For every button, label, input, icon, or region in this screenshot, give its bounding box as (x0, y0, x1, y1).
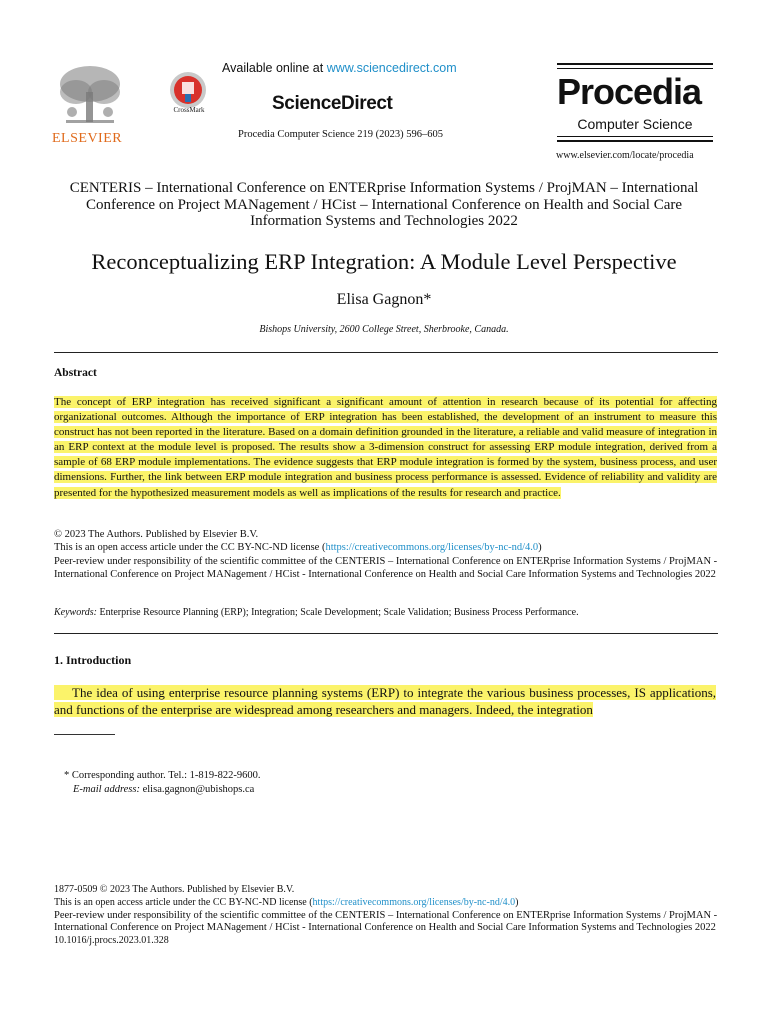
keywords (54, 607, 718, 618)
author-name: Elisa Gagnon* (336, 291, 432, 308)
keywords-label: Keywords: (54, 607, 97, 618)
procedia-subtitle: Computer Science (577, 116, 693, 132)
abstract-heading: Abstract (54, 367, 97, 379)
procedia-rule-bottom (557, 140, 713, 142)
introduction-text (54, 685, 716, 718)
footer-issn: 1877-0509 (54, 884, 98, 895)
email-label: E-mail address: (73, 784, 140, 795)
procedia-rule-bottom-thin (557, 136, 713, 137)
email-note (73, 784, 254, 795)
available-online (222, 61, 457, 75)
paper-title: Reconceptualizing ERP Integration: A Module Level Perspective (91, 249, 677, 274)
sciencedirect-link[interactable]: www.sciencedirect.com (326, 61, 457, 75)
email-address[interactable]: elisa.gagnon@ubishops.ca (142, 784, 255, 795)
abstract-text (54, 395, 717, 501)
divider-top (54, 352, 718, 353)
keywords-text: Enterprise Resource Planning (ERP); Integration; Scale Development; Scale Validation; Business Process Performance. (99, 607, 579, 618)
footer-copyright (54, 884, 718, 897)
footer-peer-review: Peer-review under responsibility of the scientific committee of the CENTERIS – International Conference on ENTERprise Information Systems / ProjMAN - International Conference on Project MANagement / HCist - International Conference on Health and Social Care Information Systems and Technologies 2022 (54, 909, 718, 934)
procedia-url[interactable]: www.elsevier.com/locate/procedia (556, 150, 694, 161)
footer-copyright-text: © 2023 The Authors. Published by Elsevier B.V. (99, 884, 295, 895)
footer-license-prefix: This is an open access article under the CC BY-NC-ND license ( (54, 896, 313, 908)
conference-name: CENTERIS – International Conference on ENTERprise Information Systems / ProjMAN – International Conference on Project MANagement / HCist – International Conference on Health and Social Care Information Systems and Technologies 2022 (69, 180, 699, 229)
peer-review-statement: Peer-review under responsibility of the scientific committee of the CENTERIS – International Conference on ENTERprise Information Systems / ProjMAN - International Conference on Project MANagement / HCist - International Conference on Health and Social Care Information Systems and Technologies 2022 (54, 555, 718, 580)
copyright-line: © 2023 The Authors. Published by Elsevier B.V. (54, 529, 259, 540)
available-online-prefix: Available online at (222, 61, 324, 75)
elsevier-wordmark: ELSEVIER (52, 131, 123, 146)
footer-license-suffix: ) (515, 896, 519, 908)
procedia-rule-top-thin (557, 68, 713, 69)
introduction-heading: 1. Introduction (54, 653, 132, 667)
copyright-block (54, 528, 718, 581)
divider-bottom (54, 633, 718, 634)
license-prefix: This is an open access article under the CC BY-NC-ND license ( (54, 542, 326, 554)
footnote-rule (54, 734, 115, 735)
author-affiliation: Bishops University, 2600 College Street, Sherbrooke, Canada. (259, 324, 509, 335)
license-suffix: ) (538, 542, 542, 554)
footer-doi[interactable]: 10.1016/j.procs.2023.01.328 (54, 935, 169, 947)
journal-reference: Procedia Computer Science 219 (2023) 596–605 (238, 129, 443, 140)
license-link[interactable]: https://creativecommons.org/licenses/by-nc-nd/4.0 (325, 542, 539, 554)
page-footer (54, 884, 718, 948)
corresponding-author-note: * Corresponding author. Tel.: 1-819-822-9600. (64, 770, 261, 781)
sciencedirect-brand: ScienceDirect (272, 93, 393, 114)
introduction-highlight: The idea of using enterprise resource planning systems (ERP) to integrate the various business processes, IS applications, and functions of the enterprise are widespread among researchers and managers. Indeed, the integration (54, 685, 716, 717)
abstract-highlight: The concept of ERP integration has received significant a significant amount of attention in research because of its potential for affecting organizational outcomes. Although the importance of ERP integration has been established, the development of an instrument to measure this construct has not been reported in the literature. Based on a domain definition grounded in the literature, a reliable and valid measure of integration in an ERP context at the module level is proposed. The results show a 3-dimension construct for assessing ERP module integration, derived from a sample of 68 ERP module implementations. The evidence suggests that ERP module integration is formed by the system, business process, and user dimensions. Further, the link between ERP module integration and business process performance is assessed. Evidence of reliability and validity are presented for the hypothesized measurement models as well as implications of the results for research and practice. (54, 396, 717, 499)
crossmark-icon[interactable] (168, 70, 208, 110)
license-line (54, 541, 718, 554)
procedia-rule-top (557, 63, 713, 65)
procedia-logo: Procedia (557, 71, 702, 112)
footer-license-link[interactable]: https://creativecommons.org/licenses/by-nc-nd/4.0 (312, 896, 516, 908)
crossmark-label: CrossMark (173, 106, 205, 114)
footer-license (54, 897, 718, 910)
